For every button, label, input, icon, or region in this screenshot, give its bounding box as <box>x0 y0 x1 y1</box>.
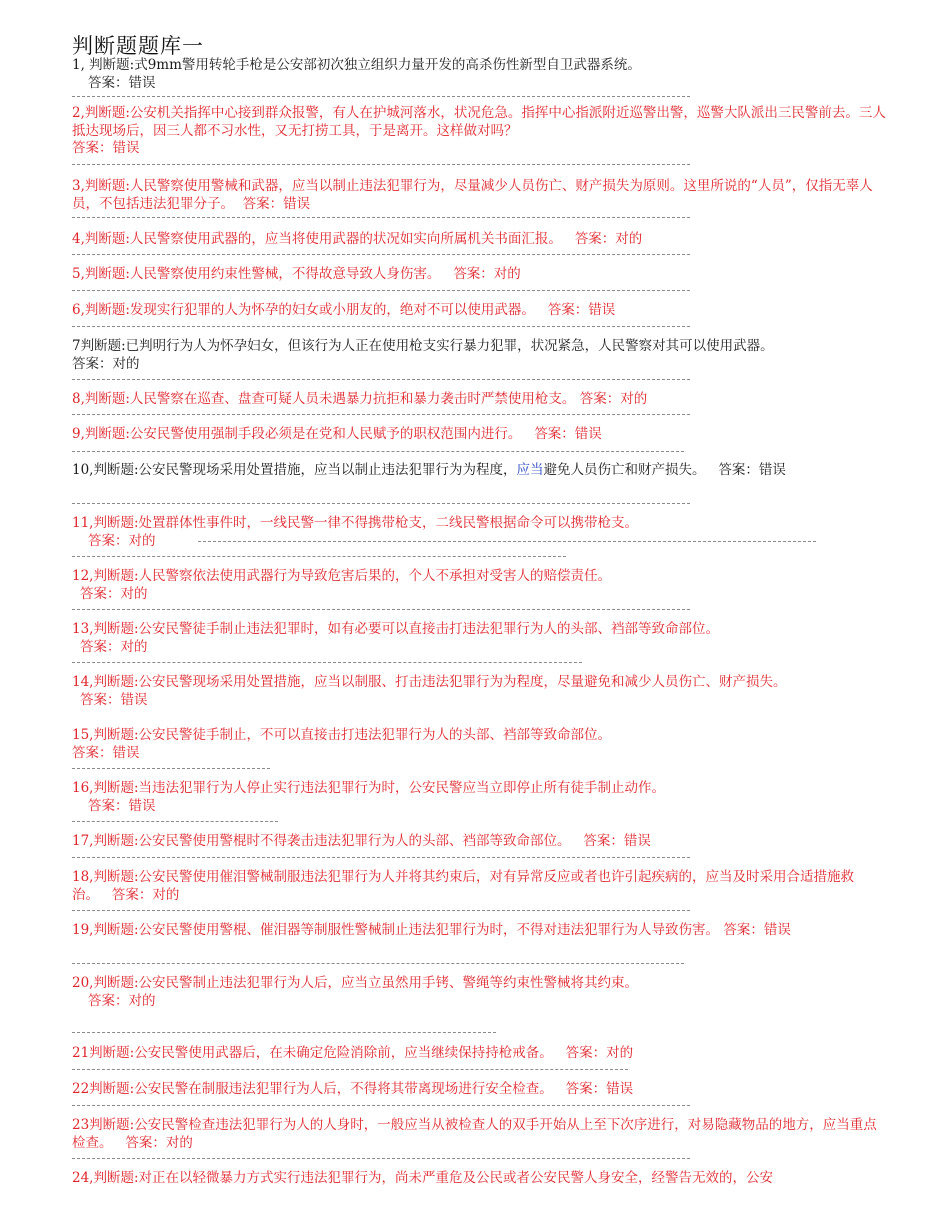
separator <box>72 1032 496 1033</box>
answer-text: 答案：错误 <box>534 426 602 442</box>
answer-text: 答案：错误 <box>88 797 156 814</box>
separator <box>72 963 684 964</box>
separator <box>198 541 816 542</box>
question-text: 3,判断题:人民警察使用警械和武器，应当以制止违法犯罪行为，尽量减少人员伤亡、财产损失为原则。这里所说的“人员”，仅指无辜人员，不包括违法犯罪分子。 <box>72 178 873 212</box>
question-10 <box>72 462 888 480</box>
question-19 <box>72 922 888 940</box>
question-text: 20,判断题:公安民警制止违法犯罪行为人后，应当立虽然用手铐、警绳等约束性警械将其约束。 <box>72 975 639 991</box>
answer-text: 答案：错误 <box>242 195 311 212</box>
question-16 <box>72 780 888 815</box>
separator <box>72 326 690 327</box>
separator <box>72 379 690 380</box>
answer-text: 答案：错误 <box>723 922 791 938</box>
answer-text: 答案：对的 <box>88 992 156 1009</box>
answer-text: 答案：错误 <box>718 462 786 478</box>
question-text: 5,判断题:人民警察使用约束性警械，不得故意导致人身伤害。 <box>72 266 441 282</box>
question-13 <box>72 621 888 656</box>
separator <box>72 768 270 769</box>
separator <box>72 164 690 165</box>
question-3 <box>72 178 888 213</box>
question-text: 7判断题:已判明行为人为怀孕妇女，但该行为人正在使用枪支实行暴力犯罪，状况紧急，人民警察对其可以使用武器。 <box>72 338 774 354</box>
answer-text: 答案：错误 <box>72 140 140 156</box>
question-text: 15,判断题:公安民警徒手制止，不可以直接击打违法犯罪行为人的头部、裆部等致命部位。 <box>72 727 612 743</box>
separator <box>72 821 278 822</box>
question-text: 19,判断题:公安民警使用警棍、催泪器等制服性警械制止违法犯罪行为时，不得对违法犯罪行为人导致伤害。 <box>72 922 720 938</box>
question-2 <box>72 105 888 158</box>
question-18 <box>72 869 888 904</box>
answer-text: 答案：对的 <box>574 231 643 247</box>
question-text: 17,判断题:公安民警使用警棍时不得袭击违法犯罪行为人的头部、裆部等致命部位。 <box>72 833 571 849</box>
question-text: 22判断题:公安民警在制服违法犯罪行为人后，不得将其带离现场进行安全检查。 <box>72 1081 553 1097</box>
answer-text: 答案：错误 <box>80 691 148 708</box>
question-text: 8,判断题:人民警察在巡查、盘查可疑人员未遇暴力抗拒和暴力袭击时严禁使用枪支。 <box>72 391 576 407</box>
separator <box>72 1069 628 1070</box>
question-text: 4,判断题:人民警察使用武器的，应当将使用武器的状况如实向所属机关书面汇报。 <box>72 231 562 247</box>
question-text: 10,判断题:公安民警现场采用处置措施，应当以制止违法犯罪行为为程度， <box>72 462 517 478</box>
separator <box>72 1158 690 1159</box>
separator <box>72 96 690 97</box>
question-text: 21判断题:公安民警使用武器后，在未确定危险消除前，应当继续保持持枪戒备。 <box>72 1045 553 1061</box>
answer-text: 答案：对的 <box>453 266 521 282</box>
question-22 <box>72 1081 888 1099</box>
question-text: 1, 判断题:式9mm警用转轮手枪是公安部初次独立组织力量开发的高杀伤性新型自卫武器系统。 <box>72 57 641 73</box>
question-4 <box>72 231 888 249</box>
question-text: 11,判断题:处置群体性事件时，一线民警一律不得携带枪支，二线民警根据命令可以携带枪支。 <box>72 515 639 531</box>
question-14 <box>72 674 888 709</box>
question-21 <box>72 1045 888 1063</box>
question-1 <box>72 57 888 92</box>
question-23 <box>72 1117 888 1152</box>
question-6 <box>72 302 888 320</box>
separator <box>72 414 690 415</box>
question-12 <box>72 568 888 603</box>
question-9 <box>72 426 888 444</box>
separator <box>72 910 690 911</box>
question-8 <box>72 391 888 409</box>
question-text: 6,判断题:发现实行犯罪的人为怀孕的妇女或小朋友的，绝对不可以使用武器。 <box>72 302 535 318</box>
question-5 <box>72 266 888 284</box>
answer-text: 答案：错误 <box>72 744 140 761</box>
separator <box>72 857 690 858</box>
question-24 <box>72 1170 888 1188</box>
highlighted-text: 应当 <box>516 462 544 478</box>
question-text: 24,判断题:对正在以轻微暴力方式实行违法犯罪行为，尚未严重危及公民或者公安民警人身安全，经警告无效的，公安 <box>72 1170 774 1186</box>
answer-text: 答案：错误 <box>547 302 616 318</box>
answer-text: 答案：对的 <box>125 1134 193 1151</box>
answer-text: 答案：错误 <box>565 1081 634 1097</box>
question-15 <box>72 727 888 762</box>
question-text: 9,判断题:公安民警使用强制手段必须是在党和人民赋予的职权范围内进行。 <box>72 426 522 442</box>
separator <box>72 609 690 610</box>
answer-text: 答案：对的 <box>579 391 648 407</box>
question-text: 18,判断题:公安民警使用催泪警械制服违法犯罪行为人并将其约束后，对有异常反应或者也许引起疾病的，应当及时采用合适措施救治。 <box>72 869 855 903</box>
question-11 <box>72 515 888 550</box>
question-text: 14,判断题:公安民警现场采用处置措施，应当以制服、打击违法犯罪行为为程度，尽量避免和减少人员伤亡、财产损失。 <box>72 674 787 690</box>
question-text: 2,判断题:公安机关指挥中心接到群众报警，有人在护城河落水，状况危急。指挥中心指派附近巡警出警，巡警大队派出三民警前去。三人抵达现场后，因三人都不习水性，又无打捞工具，于是离开。这样做对吗？ <box>72 105 886 139</box>
answer-text: 答案：对的 <box>565 1045 634 1061</box>
answer-text: 答案：错误 <box>88 74 156 91</box>
answer-text: 答案：对的 <box>80 585 148 602</box>
question-text-continued: 避免人员伤亡和财产损失。 <box>543 462 706 478</box>
question-text: 13,判断题:公安民警徒手制止违法犯罪时，如有必要可以直接击打违法犯罪行为人的头部、裆部等致命部位。 <box>72 621 720 637</box>
separator <box>72 556 566 557</box>
answer-text: 答案：对的 <box>80 638 148 655</box>
separator <box>72 503 690 504</box>
document-title: 判断题题库一 <box>72 34 204 58</box>
separator <box>72 254 690 255</box>
separator <box>72 1105 690 1106</box>
question-17 <box>72 833 888 851</box>
separator <box>72 290 690 291</box>
answer-text: 答案：错误 <box>583 833 651 849</box>
question-7 <box>72 338 888 373</box>
answer-text: 答案：对的 <box>111 886 180 903</box>
separator <box>72 217 690 218</box>
separator <box>72 451 684 452</box>
question-text: 12,判断题:人民警察依法使用武器行为导致危害后果的，个人不承担对受害人的赔偿责任。 <box>72 568 612 584</box>
answer-text: 答案：对的 <box>72 355 140 372</box>
question-20 <box>72 975 888 1010</box>
question-text: 23判断题:公安民警检查违法犯罪行为人的人身时，一般应当从被检查人的双手开始从上至下次序进行，对易隐藏物品的地方，应当重点检查。 <box>72 1117 877 1151</box>
answer-text: 答案：对的 <box>88 532 156 549</box>
question-text: 16,判断题:当违法犯罪行为人停止实行违法犯罪行为时，公安民警应当立即停止所有徒手制止动作。 <box>72 780 666 796</box>
separator <box>72 662 582 663</box>
